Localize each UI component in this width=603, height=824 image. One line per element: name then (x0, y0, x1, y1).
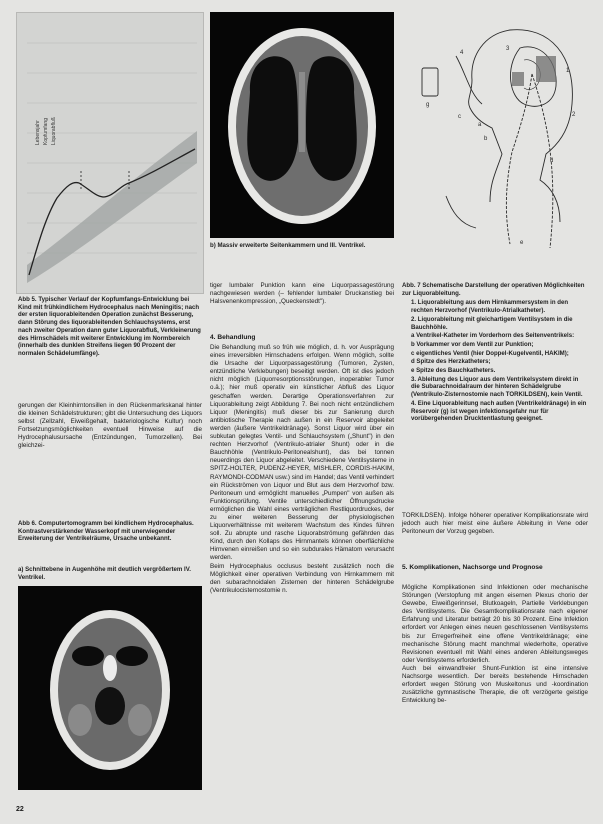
head-circumference-chart (17, 13, 203, 293)
legend-item: e Spitze des Bauchkatheters. (411, 367, 496, 375)
svg-text:2: 2 (572, 112, 576, 118)
axis-label: Kopfumfang (43, 118, 49, 145)
axis-label: Lebensjahr (35, 120, 41, 145)
svg-text:3: 3 (506, 46, 510, 52)
figure-6-caption: Abb 6. Computertomogramm bei kindlichem Hydrocephalus. Kontrastverstärkender Wasserkopf mit unerwiegender Erweiterung der Ventrikelräume, Ursache unbekannt. (18, 520, 194, 543)
legend-item: 3. Ableitung des Liquor aus dem Ventrikelsystem direkt in die Subarachnoidalraum der hinteren Schädelgrube (Ventrikulo-Zisternostomie nach TORKILDSEN), kein Ventil. (411, 375, 583, 399)
legend-item: d Spitze des Herzkatheters; (411, 358, 491, 366)
legend-item: c eigentliches Ventil (hier Doppel-Kugelventil, HAKIM); (411, 349, 569, 357)
section-heading-behandlung: 4. Behandlung (210, 334, 256, 341)
svg-text:e: e (520, 240, 524, 246)
svg-text:1: 1 (566, 68, 570, 74)
svg-text:c: c (458, 114, 461, 120)
figure-5-caption: Abb 5. Typischer Verlauf der Kopfumfangs-Entwicklung bei Kind mit frühkindlichem Hydrocephalus nach Meningitis; nach der ersten liquorableitenden Operation zunächst Besserung, dann Störung des liquorableitenden Schlauchsystems, erst nach zweiter Operation dann guter Liquorabfluß, Verkleinerung des Hirnschädels mit weiterer Entwicklung im Normbereich (innerhalb des dunklen Streifens liegen 90 Prozent der normalen Schädelumfänge). (18, 296, 201, 357)
legend-item: 1. Liquorableitung aus dem Hirnkammersystem in den rechten Herzvorhof (Ventrikulo-Atrialkatheter). (411, 299, 569, 315)
legend-item: 4. Eine Liquorableitung nach außen (Ventrikeldränage) in ein Reservoir (g) ist wegen infektionsgefahr nur für vorübergehenden Drucktentlastung geeignet. (411, 399, 587, 423)
shunt-diagram (400, 12, 588, 274)
figure-6a-caption: a) Schnittebene in Augenhöhe mit deutlich vergrößertem IV. Ventrikel. (18, 566, 191, 581)
col2-intro-text: tiger lumbaler Punktion kann eine Liquorpassagestörung nachgewiesen werden (– fehlender lumbaler Druckanstieg bei Halsvenenkompression, „Queckenstedt"). (210, 282, 394, 306)
page-number: 22 (16, 806, 24, 813)
axis-label: Liquorabfluß (51, 117, 57, 145)
figure-7-caption (402, 282, 588, 424)
section-heading-komplikationen: 5. Komplikationen, Nachsorge und Prognose (402, 564, 543, 571)
svg-text:4: 4 (460, 50, 464, 56)
ct-scan-image-b (210, 12, 394, 238)
figure-7-legend (402, 299, 588, 423)
drain-reservoir (422, 68, 438, 96)
figure-7-title: Abb. 7 Schematische Darstellung der operativen Möglichkeiten zur Liquorableitung. (402, 282, 585, 297)
catheter (506, 74, 532, 244)
figure-6b-caption: b) Massiv erweiterte Seitenkammern und III. Ventrikel. (210, 242, 366, 249)
col3-intro-text: TORKILDSEN). Infolge höherer operativer Komplikationsrate wird jedoch auch hier meist eine äußere Ableitung in Vene oder Peritoneum der Vorzug gegeben. (402, 512, 588, 536)
svg-text:g: g (426, 102, 430, 108)
col2-body-text: Die Behandlung muß so früh wie möglich, d. h. vor Ausprägung eines irreversiblen Hirnschadens erfolgen. Wenn möglich, sollte die Ursache der Liquorpassagestörung (Tumoren, Zysten, entzündliche Verklebungen) beseitigt werden. Oft ist dies jedoch nicht möglich (Liquorresorptionsstörungen, inoperabler Tumor o.ä.); hier muß operativ ein künstlicher Abfluß des Liquor geschaffen werden. Derartige Operationsverfahren zur Liquorableitung zeigt Abbildung 7. Bei noch nicht entzündlichem Liquor (Meningitis) muß dieser bis zur Sanierung durch antibiotische Therapie nach außen in ein Reservoir abgeleitet werden (äußere Ventrikeldränage). Sonst Liquor wird über ein subkutan gelegtes Ventil- und Schlauchsystem („Shunt") in den rechten Herzvorhof (Ventrikulo-atrialer Shunt) oder in die Bauchhöhle (Ventrikulo-Peritonealshunt), das bei tonnen neuerdings den Liquor abgeleitet. Verschiedene Ventilsysteme in SPITZ-HOLTER, PUDENZ-HEYER, MISHLER, CORDIS-HAKIM, RAYMONDI-CODMAN usw.) sind im Handel; das Ventil verhindert ein Rückströmen von Liquor und Blut aus dem Herzvorhof bzw. Peritoneum und ermöglicht manuelles „Pumpen" von außen als Funktionsprüfung. Ventile unterschiedlicher Öffnungsdrucke ermöglichen die Wahl eines verträglichen Restliquordruckes, der zu einer weiteren Besserung der physiologischen Liquorverhältnisse mit weiterem Wachstum des Kindes führen soll. Zu abrupte und rasche Liquorabströmung gefährden das Kind, durch den Kollaps des Hirnmantels können oberflächliche Hirnvenen einreißen und so ein subdurales Hämatom verursacht werden. Beim Hydrocephalus occlusus besteht zusätzlich noch die Möglichkeit einer operativen Verbindung von Hirnkammern mit den subarachnoidalen Zisternen der hinteren Schädelgrube (Ventrikulocisternostomie n. (210, 344, 394, 594)
svg-text:b: b (484, 136, 488, 142)
ct-scan-image-a (18, 586, 202, 790)
figure-5-chart (16, 12, 204, 294)
col3-body-text: Mögliche Komplikationen sind Infektionen oder mechanische Störungen (Verstopfung mit angen eisernen Plexus chorio der Gewebe, Eiweißgerinnsel, Blutkoageln, Partielle Verklebungen des Ventilsystems. Die Gesamtkomplikationsrate nach eigener Erfahrung und Literatur beträgt 20 bis 30 Prozent. Eine Infektion erfordert vor Anlegen eines neuen geschlossenen Ventilsystems bis zur Erregerfreiheit eine offene Ventrikeldränage; eine mechanische Störung macht manchmal wiederholte, operative Revisionen eventuell mit Wahl eines anderen Ableitungsweges oder Ventilsystems erforderlich. Auch bei einwandfreier Shunt-Funktion ist eine intensive Nachsorge wesentlich. Der bereits bestehende Hirnschaden erfordert wegen Störung von Muskeltonus und -koordination zusätzliche gymnastische Therapie, die oft verzögerte geistige Entwicklung be- (402, 584, 588, 705)
figure-7-diagram (400, 12, 588, 274)
legend-item: 2. Liquorableitung mit gleichartigem Ventilsystem in die Bauchhöhle. (411, 315, 573, 331)
svg-text:d: d (550, 158, 554, 164)
legend-item: b Vorkammer vor dem Ventil zur Punktion; (411, 340, 534, 348)
legend-item: a Ventrikel-Katheter im Vorderhorn des Seitenventrikels: (411, 332, 575, 340)
col1-body-text: gerungen der Kleinhirntonsillen in den Rückenmarkskanal hinter die kleinen Schädelstrukturen; gibt die Untersuchung des Liquors selbst (Zellzahl, Eiweißgehalt, bakteriologische Kultur) noch Fortsetzungsmöglichkeiten eventuell Hinweise auf die Hydrocephalusursache (Entzündungen, Tumorzellen). Bei gleichzei- (18, 402, 202, 450)
svg-text:a: a (478, 122, 482, 128)
